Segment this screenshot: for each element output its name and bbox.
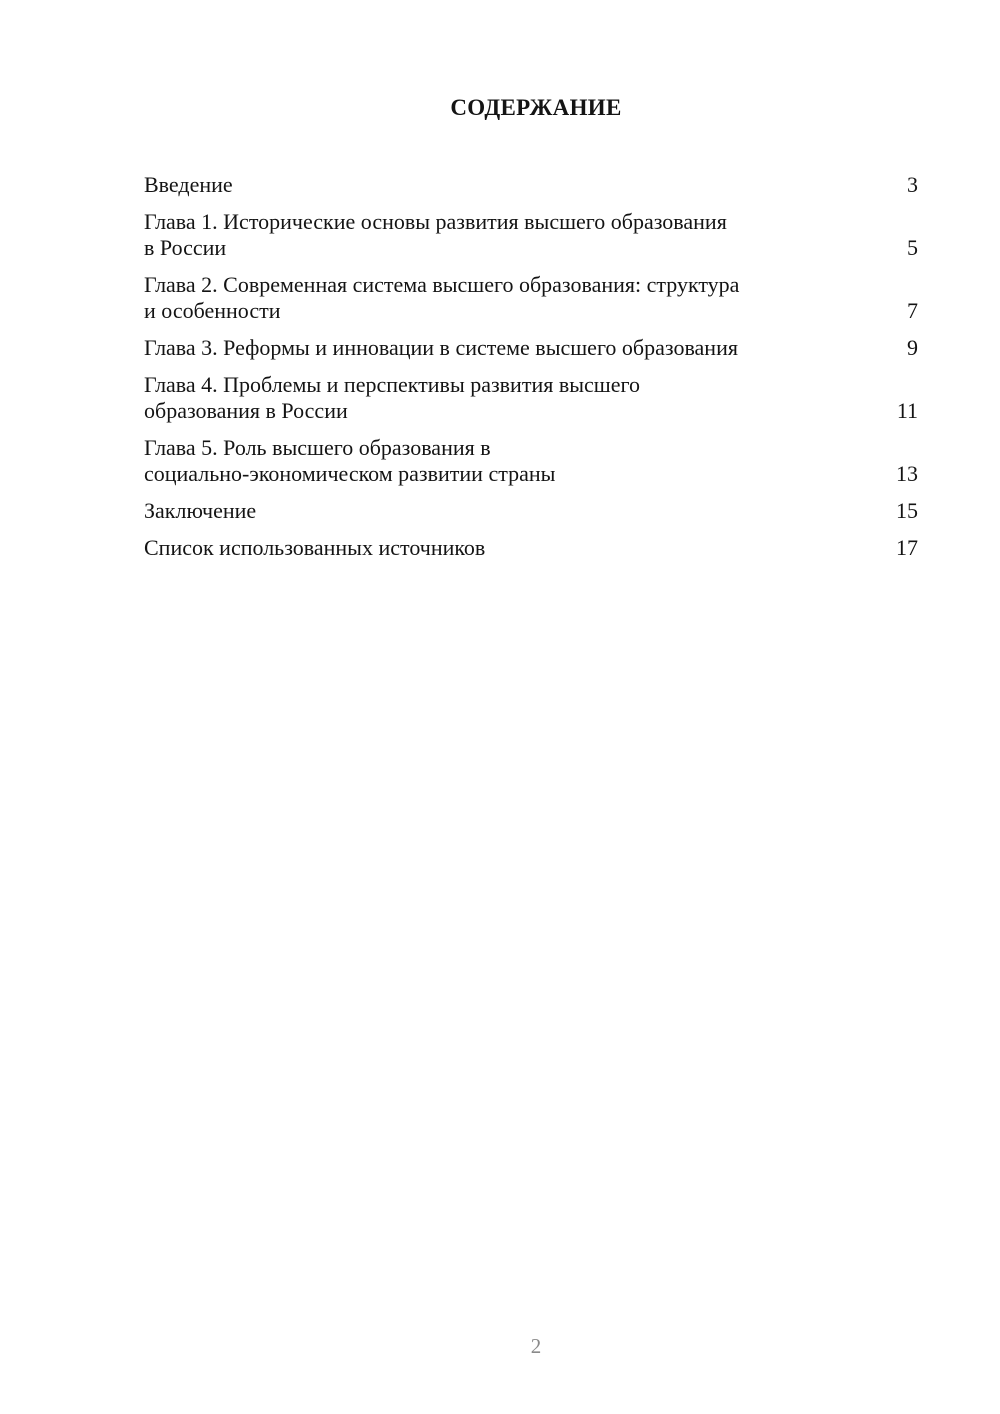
toc-entry-references: [144, 535, 918, 561]
toc-entry-page: 15: [896, 498, 918, 523]
toc-entry-label: Введение: [144, 172, 233, 197]
toc-entry-page: 9: [907, 335, 918, 360]
toc-entry-introduction: [144, 172, 918, 198]
toc-entry-page: 7: [907, 298, 918, 323]
toc-entry-page: 5: [907, 235, 918, 260]
toc-entry-label: Глава 2. Современная система высшего образования: структура и особенности: [144, 272, 740, 323]
table-of-contents: [144, 172, 918, 572]
toc-entry-conclusion: [144, 498, 918, 524]
toc-entry-page: 17: [896, 535, 918, 560]
toc-entry-label: Глава 4. Проблемы и перспективы развития высшего образования в России: [144, 372, 640, 423]
toc-entry-label: Глава 3. Реформы и инновации в системе высшего образования: [144, 335, 738, 360]
toc-entry-page: 13: [896, 461, 918, 486]
toc-entry-label: Глава 1. Исторические основы развития высшего образования в России: [144, 209, 727, 260]
toc-entry-label: Список использованных источников: [144, 535, 486, 560]
toc-entry-chapter-2: [144, 272, 918, 324]
toc-entry-label: Глава 5. Роль высшего образования в социально-экономическом развитии страны: [144, 435, 556, 486]
page-title: СОДЕРЖАНИЕ: [450, 95, 622, 120]
toc-entry-chapter-5: [144, 435, 918, 487]
toc-entry-page: 3: [907, 172, 918, 197]
page-number: 2: [530, 1334, 542, 1358]
toc-entry-chapter-3: [144, 335, 918, 361]
toc-entry-label: Заключение: [144, 498, 257, 523]
toc-entry-chapter-4: [144, 372, 918, 424]
toc-entry-chapter-1: [144, 209, 918, 261]
toc-entry-page: 11: [896, 398, 918, 423]
